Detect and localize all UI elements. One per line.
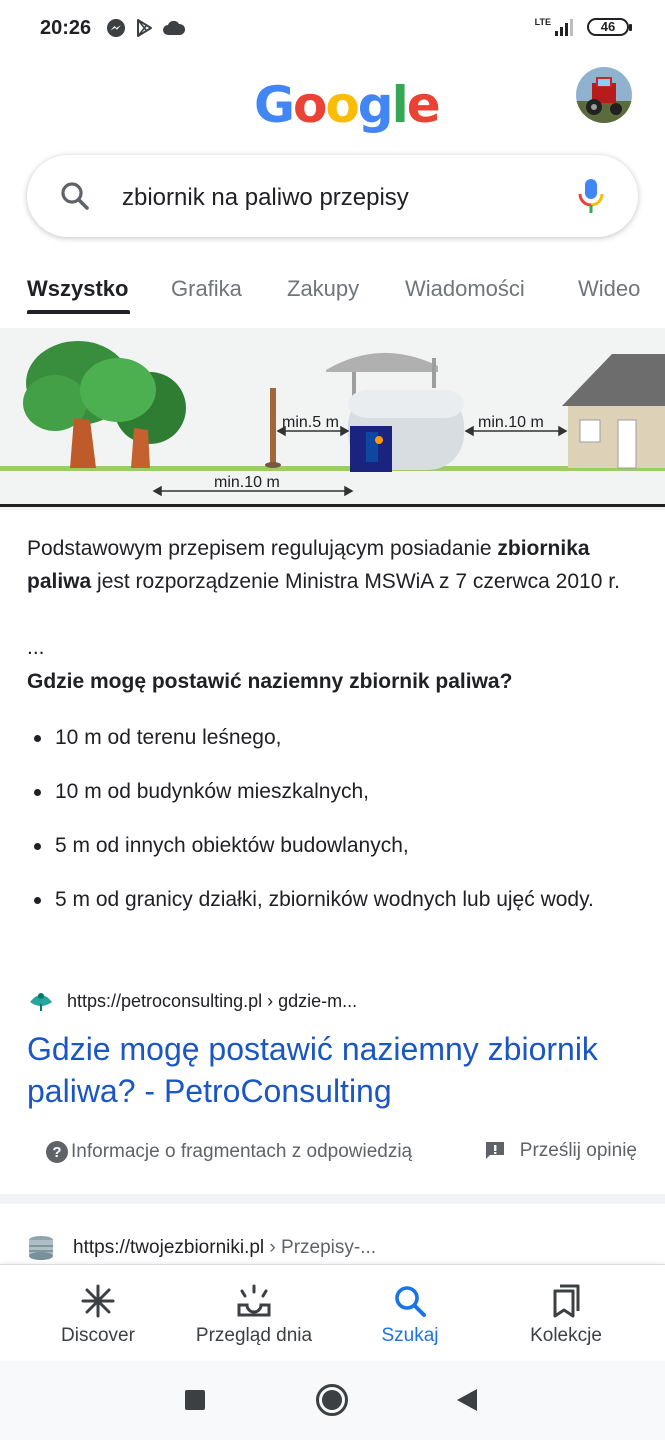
section-divider	[0, 1194, 665, 1204]
signal-icon	[553, 17, 577, 37]
snippet-text-a: Podstawowym przepisem regulującym posiadanie	[27, 537, 498, 560]
logo-letter: e	[406, 76, 439, 134]
nav-daily-overview-label: Przegląd dnia	[195, 1325, 313, 1346]
list-item: 10 m od terenu leśnego,	[27, 720, 637, 755]
recents-button[interactable]	[184, 1389, 206, 1411]
play-store-icon	[134, 18, 154, 38]
snippet-question: Gdzie mogę postawić naziemny zbiornik paliwa?	[27, 670, 513, 693]
avatar-image	[576, 67, 632, 123]
snippet-list	[27, 720, 637, 936]
svg-text:?: ?	[52, 1144, 62, 1161]
about-snippets-link[interactable]	[45, 1140, 412, 1164]
bookmarks-icon	[549, 1283, 583, 1319]
sunrise-icon	[235, 1283, 273, 1319]
status-time: 20:26	[40, 17, 92, 39]
site-favicon	[27, 990, 55, 1012]
logo-letter: o	[293, 76, 326, 134]
logo-letter: l	[391, 76, 407, 134]
snippet-text-b: jest rozporządzenie Ministra MSWiA z 7 czerwca 2010 r.	[91, 570, 620, 593]
messenger-icon	[106, 18, 126, 38]
search-tabs	[0, 270, 665, 318]
site-favicon-2	[27, 1234, 55, 1262]
active-tab-indicator	[27, 310, 130, 314]
result-source[interactable]	[27, 990, 357, 1012]
google-logo	[254, 76, 439, 134]
tab-grafika[interactable]: Grafika	[171, 276, 242, 301]
feedback-row	[45, 1140, 645, 1170]
nav-daily-overview[interactable]	[174, 1265, 334, 1362]
result-source-2[interactable]	[27, 1234, 376, 1262]
asterisk-icon	[80, 1283, 116, 1319]
tank-distance-illustration	[0, 328, 665, 510]
tab-wideo[interactable]: Wideo	[578, 276, 641, 301]
result-url: https://petroconsulting.pl › gdzie-m...	[67, 990, 358, 1011]
snippet-image[interactable]	[0, 328, 665, 510]
mic-icon[interactable]	[577, 177, 605, 215]
nav-discover-label: Discover	[61, 1325, 135, 1346]
battery-icon: 46	[587, 18, 629, 36]
tab-zakupy[interactable]: Zakupy	[287, 276, 360, 301]
tab-wiadomosci[interactable]: Wiadomości	[405, 276, 525, 301]
help-icon	[45, 1140, 69, 1164]
logo-letter: o	[325, 76, 358, 134]
list-item: 10 m od budynków mieszkalnych,	[27, 774, 637, 809]
label-min-10m-house: min.10 m	[478, 414, 544, 431]
status-bar	[0, 0, 665, 58]
nav-search[interactable]	[330, 1265, 490, 1362]
nav-collections[interactable]	[486, 1265, 646, 1362]
feedback-icon	[484, 1140, 506, 1162]
snippet-ellipsis: ...	[27, 636, 45, 659]
search-input[interactable]: zbiornik na paliwo przepisy	[122, 184, 409, 211]
feedback-label: Prześlij opinię	[519, 1140, 637, 1161]
system-navigation-bar	[0, 1361, 665, 1440]
nav-search-label: Szukaj	[381, 1325, 439, 1346]
nav-discover[interactable]	[18, 1265, 178, 1362]
result-crumb-2: › Przepisy-...	[264, 1237, 377, 1258]
search-box[interactable]	[27, 155, 638, 237]
result-domain-2: https://twojezbiorniki.pl	[73, 1237, 265, 1258]
about-snippets-label: Informacje o fragmentach z odpowiedzią	[71, 1141, 413, 1162]
notification-icons	[106, 18, 186, 38]
logo-letter: g	[357, 76, 392, 134]
search-icon	[392, 1283, 428, 1319]
label-min-10m-trees: min.10 m	[214, 474, 280, 491]
cloud-icon	[162, 19, 186, 37]
list-item: 5 m od granicy działki, zbiorników wodnych lub ujęć wody.	[27, 882, 637, 917]
nav-collections-label: Kolekcje	[530, 1325, 602, 1346]
feedback-button[interactable]	[484, 1140, 637, 1162]
lte-label: LTE	[534, 17, 551, 27]
search-icon	[59, 180, 91, 212]
tab-wszystko[interactable]: Wszystko	[27, 276, 129, 301]
list-item: 5 m od innych obiektów budowlanych,	[27, 828, 637, 863]
logo-letter: G	[254, 76, 294, 134]
snippet-paragraph	[27, 532, 637, 598]
avatar[interactable]	[576, 67, 632, 123]
result-title-link[interactable]: Gdzie mogę postawić naziemny zbiornik paliwa? - PetroConsulting	[27, 1031, 598, 1109]
bottom-navigation	[0, 1264, 665, 1361]
status-right	[535, 17, 629, 37]
home-button[interactable]	[315, 1383, 349, 1417]
back-button[interactable]	[456, 1388, 478, 1412]
label-min-5m: min.5 m	[282, 414, 339, 431]
snippet-text-bold: zbiornika paliwa	[27, 537, 590, 593]
